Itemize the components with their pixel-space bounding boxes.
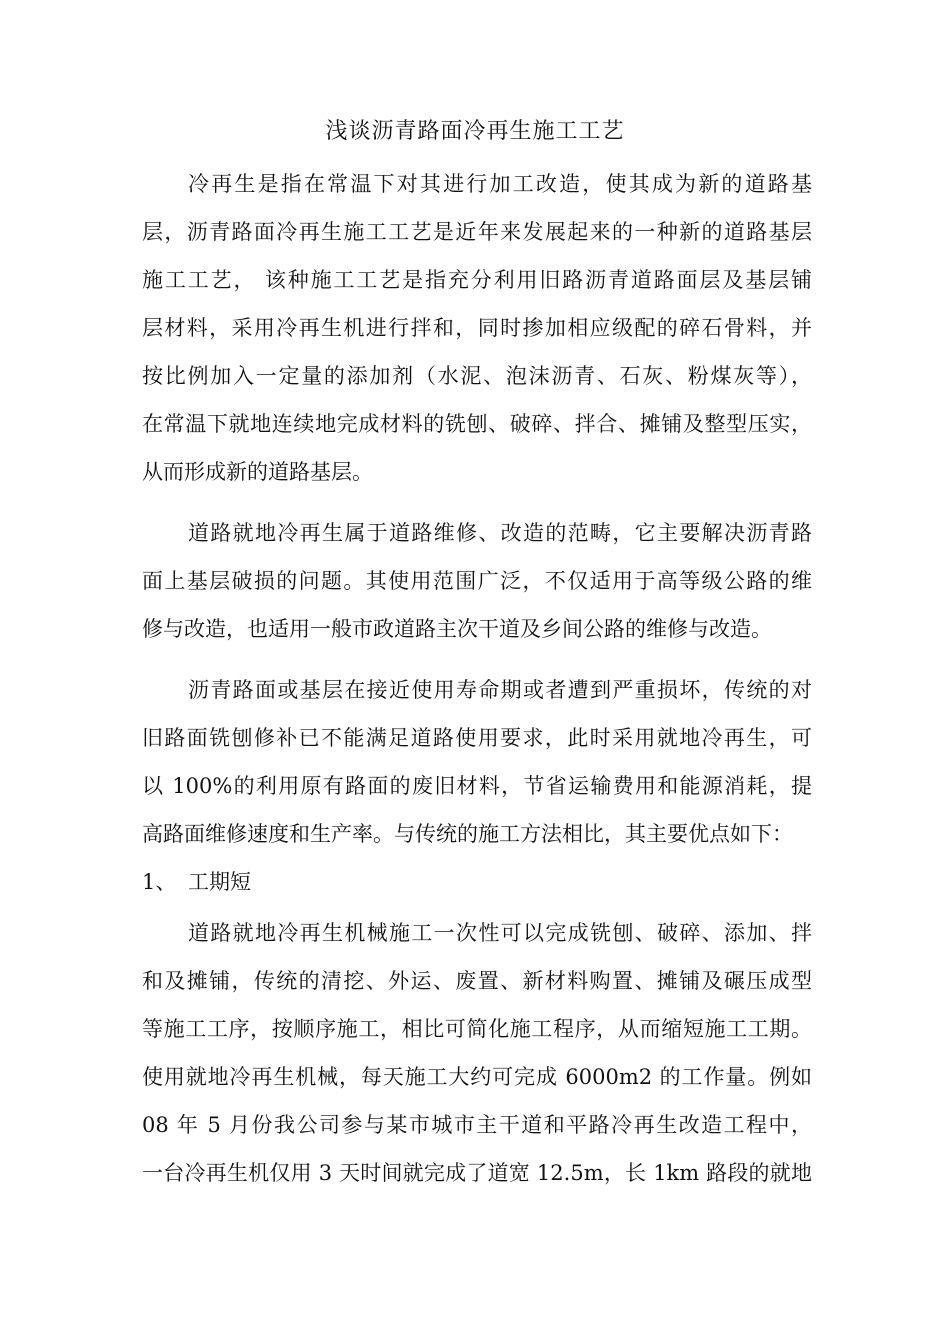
paragraph-2-line-1: 道路就地冷再生属于道路维修、改造的范畴，它主要解决沥青路 [188, 521, 812, 545]
paragraph-2-line-3: 修与改造，也适用一般市政道路主次干道及乡间公路的维修与改造。 [142, 617, 772, 641]
section-paragraph-line-4: 使用就地冷再生机械，每天施工大约可完成 6000m2 的工作量。例如 [142, 1065, 812, 1089]
paragraph-3-line-4: 高路面维修速度和生产率。与传统的施工方法相比，其主要优点如下： [142, 822, 793, 846]
paragraph-3-line-1: 沥青路面或基层在接近使用寿命期或者遭到严重损坏，传统的对 [188, 678, 812, 702]
paragraph-1-line-6: 在常温下就地连续地完成材料的铣刨、破碎、拌合、摊铺及整型压实， [142, 412, 812, 436]
paragraph-2-line-2: 面上基层破损的问题。其使用范围广泛，不仅适用于高等级公路的维 [142, 569, 812, 593]
paragraph-3-line-2: 旧路面铣刨修补已不能满足道路使用要求，此时采用就地冷再生，可 [142, 726, 812, 750]
paragraph-1-line-5: 按比例加入一定量的添加剂（水泥、泡沫沥青、石灰、粉煤灰等）， [142, 364, 812, 388]
paragraph-1-line-7: 从而形成新的道路基层。 [142, 460, 373, 484]
paragraph-1-line-4: 层材料，采用冷再生机进行拌和，同时掺加相应级配的碎石骨料，并 [142, 316, 812, 340]
paragraph-1-line-1: 冷再生是指在常温下对其进行加工改造，使其成为新的道路基 [188, 172, 812, 196]
paragraph-3-line-3: 以 100%的利用原有路面的废旧材料，节省运输费用和能源消耗，提 [142, 774, 812, 798]
section-paragraph-line-5: 08 年 5 月份我公司参与某市城市主干道和平路冷再生改造工程中， [142, 1113, 812, 1137]
paragraph-1-line-3: 施工工艺， 该种施工工艺是指充分利用旧路沥青道路面层及基层铺 [142, 268, 812, 292]
document-title: 浅谈沥青路面冷再生施工工艺 [325, 119, 625, 144]
section-paragraph-line-2: 和及摊铺，传统的清挖、外运、废置、新材料购置、摊铺及碾压成型 [142, 969, 812, 993]
section-paragraph-line-1: 道路就地冷再生机械施工一次性可以完成铣刨、破碎、添加、拌 [188, 921, 812, 945]
section-number: 1、 [142, 870, 177, 894]
section-heading: 工期短 [188, 870, 251, 894]
section-paragraph-line-6: 一台冷再生机仅用 3 天时间就完成了道宽 12.5m，长 1km 路段的就地 [142, 1161, 812, 1185]
section-paragraph-line-3: 等施工工序，按顺序施工，相比可简化施工程序，从而缩短施工工期。 [142, 1017, 812, 1041]
paragraph-1-line-2: 层，沥青路面冷再生施工工艺是近年来发展起来的一种新的道路基层 [142, 220, 812, 244]
